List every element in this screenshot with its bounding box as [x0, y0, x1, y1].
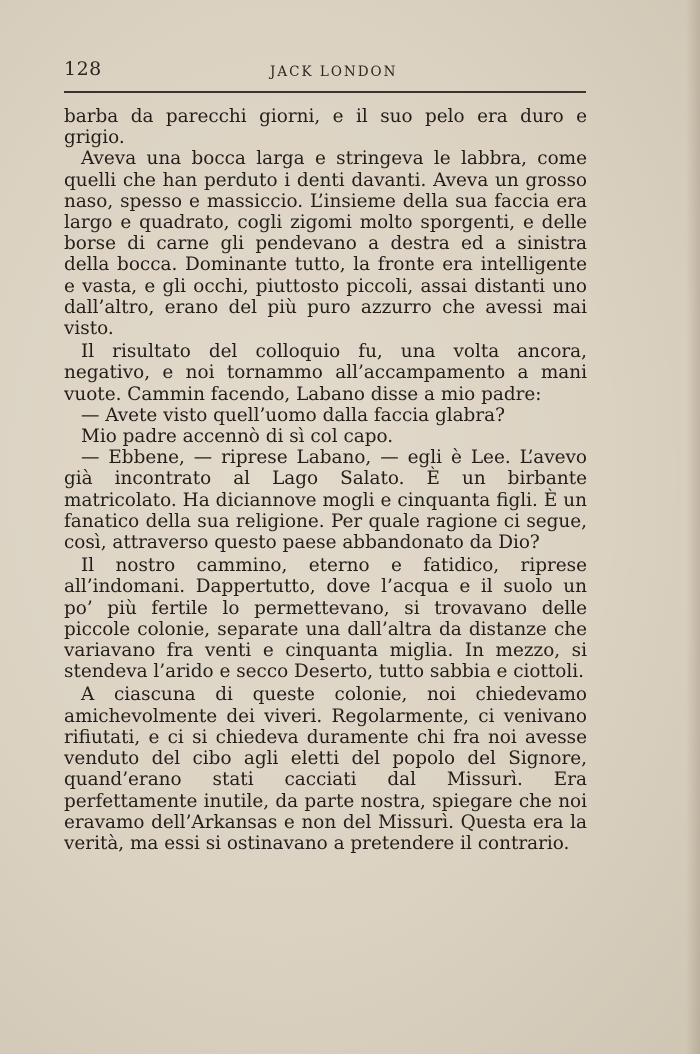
- body-text: [64, 106, 587, 854]
- running-head: JACK LONDON: [270, 64, 398, 80]
- paragraph: Mio padre accennò di sì col capo.: [81, 426, 394, 448]
- paragraph: Aveva una bocca larga e stringeva le labbra, come quelli che han perduto i denti davanti. Aveva un grosso naso, spesso e massiccio. L’insieme della sua faccia era largo e quadrato, cogli zigomi molto sporgenti, e delle borse di carne gli pendevano a destra ed a sinistra della bocca. Dominante tutto, la fronte era intelligente e vasta, e gli occhi, piuttosto piccoli, assai distanti uno dall’altro, erano del più puro azzurro che avessi mai visto.: [64, 148, 587, 340]
- paragraph: A ciascuna di queste colonie, noi chiedevamo amichevolmente dei viveri. Regolarmente, ci venivano rifiutati, e ci si chiedeva duramente chi fra noi avesse venduto del cibo agli eletti del popolo del Signore, quand’erano stati cacciati dal Missurì. Era perfettamente inutile, da parte nostra, spiegare che noi eravamo dell’Arkansas e non del Missurì. Questa era la verità, ma essi si ostinavano a pretendere il contrario.: [64, 684, 587, 854]
- paragraph: Il nostro cammino, eterno e fatidico, riprese all’indomani. Dappertutto, dove l’acqua e il suolo un po’ più fertile lo permettevano, si trovavano delle piccole colonie, separate una dall’altra da distanze che variavano fra venti e cinquanta miglia. In mezzo, si stendeva l’arido e secco Deserto, tutto sabbia e ciottoli.: [64, 555, 587, 683]
- paragraph: barba da parecchi giorni, e il suo pelo era duro e grigio.: [64, 106, 587, 149]
- paragraph: — Ebbene, — riprese Labano, — egli è Lee. L’avevo già incontrato al Lago Salato. È un birbante matricolato. Ha diciannove mogli e cinquanta figli. È un fanatico della sua religione. Per quale ragione ci segue, così, attraverso questo paese abbandonato da Dio?: [64, 447, 587, 554]
- paragraph: Il risultato del colloquio fu, una volta ancora, negativo, e noi tornammo all’accampamento a mani vuote. Cammin facendo, Labano disse a mio padre:: [64, 341, 587, 405]
- page-number: 128: [64, 58, 102, 80]
- page-header: [64, 54, 586, 94]
- page-edge-shadow: [686, 0, 700, 1054]
- header-rule: [64, 91, 586, 93]
- paragraph: — Avete visto quell’uomo dalla faccia glabra?: [81, 404, 505, 426]
